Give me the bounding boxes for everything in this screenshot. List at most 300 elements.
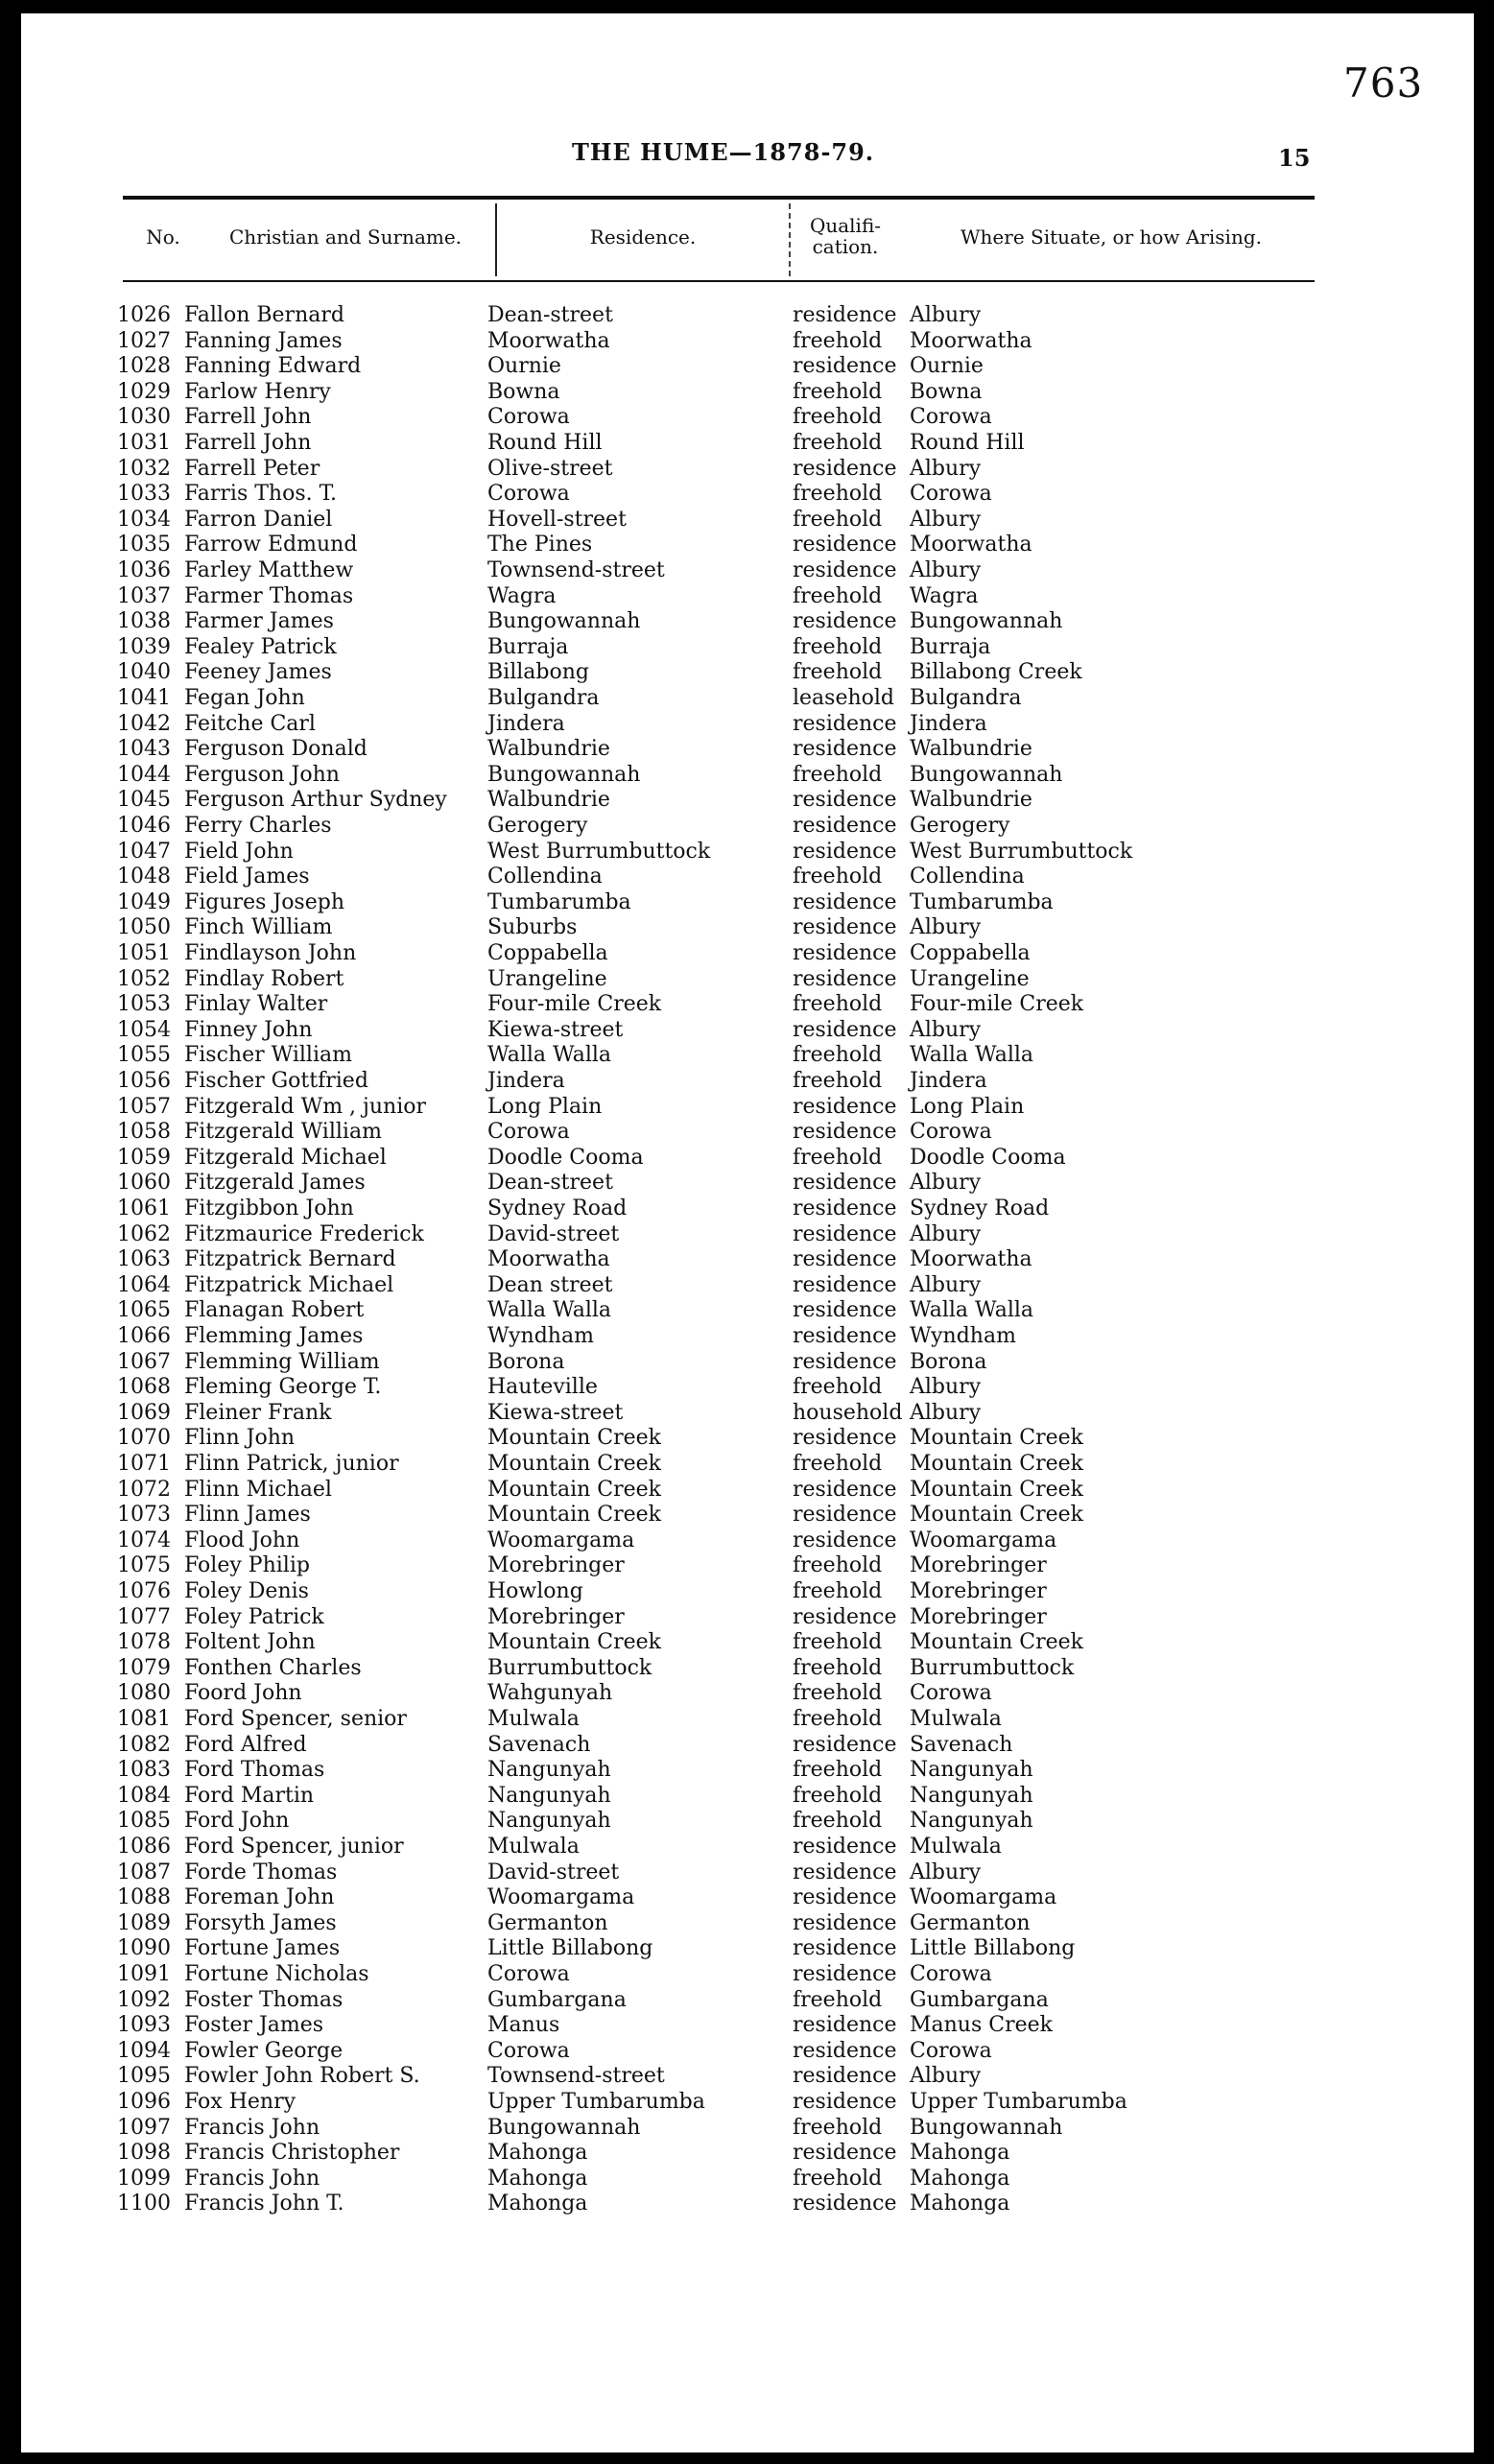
cell-name: Farron Daniel (184, 507, 333, 532)
cell-qualification: freehold (793, 865, 883, 889)
cell-name: Findlayson John (184, 941, 357, 965)
cell-residence: Morebringer (487, 1553, 625, 1578)
cell-where: Germanton (910, 1910, 1031, 1935)
cell-name: Foreman John (184, 1885, 335, 1910)
cell-where: Mulwala (910, 1707, 1002, 1731)
cell-where: Albury (910, 1272, 982, 1297)
table-row (0, 1222, 1494, 1248)
cell-residence: Mountain Creek (487, 1452, 661, 1476)
cell-no: 1058 (117, 1120, 171, 1145)
cell-qualification: freehold (793, 1987, 883, 2012)
cell-where: Gerogery (910, 814, 1010, 838)
cell-residence: Corowa (487, 405, 570, 430)
cell-where: Borona (910, 1349, 987, 1374)
cell-residence: Gumbargana (487, 1987, 627, 2012)
cell-no: 1091 (117, 1962, 171, 1986)
cell-no: 1061 (117, 1196, 171, 1220)
cell-name: Fanning James (184, 328, 343, 353)
cell-no: 1034 (117, 507, 171, 532)
cell-name: Francis John (184, 2115, 320, 2140)
cell-qualification: residence (793, 1835, 897, 1859)
cell-no: 1048 (117, 865, 171, 889)
cell-where: Sydney Road (910, 1196, 1050, 1220)
cell-no: 1064 (117, 1272, 171, 1297)
cell-residence: Townsend-street (487, 558, 665, 582)
cell-no: 1063 (117, 1247, 171, 1272)
header-name: Christian and Surname. (228, 225, 462, 249)
cell-where: Walla Walla (910, 1298, 1034, 1323)
cell-residence: Corowa (487, 1962, 570, 1986)
cell-no: 1044 (117, 762, 171, 787)
cell-residence: Moorwatha (487, 1247, 610, 1272)
cell-where: Walbundrie (910, 737, 1032, 762)
table-row (0, 354, 1494, 380)
table-row (0, 1681, 1494, 1707)
cell-qualification: freehold (793, 992, 883, 1017)
table-row (0, 1835, 1494, 1860)
cell-residence: Upper Tumbarumba (487, 2090, 705, 2114)
cell-residence: Mountain Creek (487, 1426, 661, 1451)
table-row (0, 890, 1494, 916)
cell-no: 1079 (117, 1655, 171, 1680)
cell-where: Bungowannah (910, 2115, 1063, 2140)
cell-qualification: residence (793, 1196, 897, 1220)
cell-residence: Mountain Creek (487, 1503, 661, 1528)
table-row (0, 1758, 1494, 1784)
cell-where: Coppabella (910, 941, 1031, 965)
cell-where: Corowa (910, 405, 992, 430)
cell-qualification: freehold (793, 1707, 883, 1731)
cell-where: Savenach (910, 1732, 1013, 1757)
cell-name: Fanning Edward (184, 354, 362, 379)
table-row (0, 1043, 1494, 1069)
table-row (0, 1247, 1494, 1273)
cell-name: Feitche Carl (184, 711, 316, 736)
cell-name: Fitzpatrick Michael (184, 1272, 394, 1297)
cell-qualification: residence (793, 1860, 897, 1884)
table-row (0, 1911, 1494, 1937)
cell-residence: Walla Walla (487, 1298, 612, 1323)
column-divider-name-residence (495, 203, 497, 276)
cell-no: 1068 (117, 1375, 171, 1400)
cell-residence: Hovell-street (487, 507, 627, 532)
cell-where: Manus Creek (910, 2013, 1053, 2038)
cell-name: Fleiner Frank (184, 1400, 332, 1425)
cell-name: Ford Spencer, senior (184, 1707, 407, 1731)
cell-residence: Kiewa-street (487, 1400, 624, 1425)
cell-qualification: residence (793, 1221, 897, 1246)
cell-no: 1049 (117, 889, 171, 914)
table-row (0, 2192, 1494, 2217)
cell-residence: David-street (487, 1221, 620, 1246)
cell-name: Foltent John (184, 1630, 316, 1655)
table-row (0, 1936, 1494, 1962)
table-row (0, 1707, 1494, 1733)
cell-name: Farrow Edmund (184, 533, 358, 557)
cell-where: Four-mile Creek (910, 992, 1084, 1017)
cell-where: Albury (910, 1171, 982, 1196)
cell-name: Finney John (184, 1017, 313, 1042)
table-row (0, 967, 1494, 993)
cell-name: Fealey Patrick (184, 634, 337, 659)
cell-name: Flinn Michael (184, 1477, 332, 1502)
cell-name: Fitzgerald James (184, 1171, 366, 1196)
cell-no: 1083 (117, 1758, 171, 1783)
cell-where: Mountain Creek (910, 1503, 1083, 1528)
table-row (0, 1426, 1494, 1452)
cell-residence: Manus (487, 2013, 560, 2038)
table-row (0, 737, 1494, 763)
running-title: THE HUME—1878-79. (572, 138, 875, 166)
cell-qualification: residence (793, 1604, 897, 1629)
cell-qualification: residence (793, 1503, 897, 1528)
table-row (0, 2116, 1494, 2142)
cell-residence: Morebringer (487, 1604, 625, 1629)
cell-where: Wyndham (910, 1324, 1016, 1348)
cell-residence: David-street (487, 1860, 620, 1884)
cell-qualification: freehold (793, 1630, 883, 1655)
cell-name: Fowler George (184, 2038, 344, 2063)
cell-name: Ferguson Donald (184, 737, 368, 762)
cell-qualification: residence (793, 1094, 897, 1119)
table-row (0, 686, 1494, 712)
cell-residence: Walbundrie (487, 737, 610, 762)
cell-name: Finch William (184, 915, 333, 940)
table-row (0, 941, 1494, 967)
cell-where: Urangeline (910, 966, 1030, 991)
table-row (0, 660, 1494, 686)
cell-qualification: residence (793, 1910, 897, 1935)
cell-name: Finlay Walter (184, 992, 328, 1017)
cell-where: Ournie (910, 354, 984, 379)
cell-no: 1059 (117, 1145, 171, 1170)
cell-where: Jindera (910, 711, 987, 736)
cell-qualification: leasehold (793, 686, 895, 710)
cell-residence: Walla Walla (487, 1043, 612, 1068)
cell-residence: Wagra (487, 583, 557, 608)
cell-where: Corowa (910, 1962, 992, 1986)
cell-residence: Bungowannah (487, 762, 641, 787)
cell-no: 1035 (117, 533, 171, 557)
cell-name: Foley Philip (184, 1553, 310, 1578)
cell-qualification: residence (793, 1120, 897, 1145)
cell-residence: Mulwala (487, 1835, 580, 1859)
cell-no: 1072 (117, 1477, 171, 1502)
cell-no: 1038 (117, 609, 171, 634)
cell-where: Little Billabong (910, 1936, 1076, 1961)
cell-qualification: residence (793, 2192, 897, 2216)
cell-no: 1036 (117, 558, 171, 582)
cell-qualification: freehold (793, 328, 883, 353)
cell-where: Albury (910, 507, 982, 532)
cell-no: 1074 (117, 1528, 171, 1552)
column-divider-residence-qualification (789, 203, 791, 276)
cell-qualification: residence (793, 1528, 897, 1552)
cell-no: 1096 (117, 2090, 171, 2114)
cell-qualification: residence (793, 1962, 897, 1986)
cell-name: Fortune James (184, 1936, 341, 1961)
cell-qualification: residence (793, 1247, 897, 1272)
table-row (0, 405, 1494, 431)
cell-where: Moorwatha (910, 533, 1032, 557)
cell-name: Ford Martin (184, 1783, 315, 1808)
cell-name: Fallon Bernard (184, 303, 344, 327)
cell-qualification: household (793, 1400, 903, 1425)
cell-where: Albury (910, 558, 982, 582)
cell-name: Fischer William (184, 1043, 352, 1068)
cell-name: Foord John (184, 1681, 302, 1706)
cell-where: Tumbarumba (910, 889, 1054, 914)
cell-no: 1042 (117, 711, 171, 736)
cell-qualification: residence (793, 1885, 897, 1910)
cell-residence: Savenach (487, 1732, 591, 1757)
cell-residence: Bulgandra (487, 686, 600, 710)
cell-residence: Nangunyah (487, 1758, 611, 1783)
cell-residence: Kiewa-street (487, 1017, 624, 1042)
cell-where: Mountain Creek (910, 1630, 1083, 1655)
cell-residence: Nangunyah (487, 1783, 611, 1808)
table-row (0, 1196, 1494, 1222)
table-row (0, 2039, 1494, 2065)
cell-where: Jindera (910, 1069, 987, 1093)
cell-qualification: residence (793, 1272, 897, 1297)
cell-qualification: freehold (793, 507, 883, 532)
cell-where: Corowa (910, 2038, 992, 2063)
table-row (0, 1120, 1494, 1146)
table-row (0, 1401, 1494, 1427)
cell-residence: Burrumbuttock (487, 1655, 652, 1680)
cell-no: 1043 (117, 737, 171, 762)
cell-where: Walbundrie (910, 788, 1032, 813)
table-row (0, 763, 1494, 789)
cell-name: Flemming James (184, 1324, 364, 1348)
cell-no: 1037 (117, 583, 171, 608)
cell-no: 1095 (117, 2064, 171, 2089)
cell-name: Ferguson John (184, 762, 340, 787)
cell-name: Francis John (184, 2166, 320, 2191)
cell-where: Albury (910, 1375, 982, 1400)
header-residence: Residence. (589, 225, 697, 249)
cell-qualification: residence (793, 1477, 897, 1502)
cell-residence: The Pines (487, 533, 593, 557)
cell-qualification: residence (793, 1298, 897, 1323)
cell-qualification: freehold (793, 1809, 883, 1834)
cell-residence: Townsend-street (487, 2064, 665, 2089)
cell-name: Findlay Robert (184, 966, 344, 991)
cell-name: Farmer James (184, 609, 334, 634)
cell-name: Farley Matthew (184, 558, 354, 582)
cell-where: Doodle Cooma (910, 1145, 1066, 1170)
cell-residence: Moorwatha (487, 328, 610, 353)
cell-where: Corowa (910, 1120, 992, 1145)
table-row (0, 1809, 1494, 1835)
cell-qualification: freehold (793, 660, 883, 685)
cell-no: 1099 (117, 2166, 171, 2191)
cell-name: Flood John (184, 1528, 300, 1552)
cell-name: Feeney James (184, 660, 332, 685)
cell-residence: Gerogery (487, 814, 588, 838)
cell-name: Flanagan Robert (184, 1298, 365, 1323)
table-row (0, 1860, 1494, 1886)
table-row (0, 482, 1494, 508)
cell-no: 1094 (117, 2038, 171, 2063)
table-row (0, 1146, 1494, 1172)
cell-qualification: residence (793, 354, 897, 379)
cell-no: 1085 (117, 1809, 171, 1834)
cell-where: Bulgandra (910, 686, 1022, 710)
cell-qualification: residence (793, 814, 897, 838)
cell-name: Fowler John Robert S. (184, 2064, 420, 2089)
cell-qualification: residence (793, 941, 897, 965)
cell-where: Bungowannah (910, 609, 1063, 634)
cell-name: Farrell John (184, 405, 312, 430)
header-no: No. (146, 225, 180, 249)
cell-qualification: freehold (793, 379, 883, 404)
cell-qualification: residence (793, 1732, 897, 1757)
cell-residence: Mahonga (487, 2141, 588, 2166)
cell-no: 1039 (117, 634, 171, 659)
table-row (0, 865, 1494, 890)
cell-no: 1054 (117, 1017, 171, 1042)
scan-border-top (0, 0, 1494, 13)
cell-residence: Hauteville (487, 1375, 598, 1400)
cell-residence: Dean-street (487, 303, 613, 327)
cell-qualification: residence (793, 966, 897, 991)
cell-residence: Round Hill (487, 431, 603, 455)
cell-no: 1057 (117, 1094, 171, 1119)
cell-no: 1098 (117, 2141, 171, 2166)
cell-residence: Dean street (487, 1272, 613, 1297)
cell-residence: Doodle Cooma (487, 1145, 644, 1170)
cell-qualification: residence (793, 1349, 897, 1374)
table-row (0, 1273, 1494, 1299)
cell-residence: Bungowannah (487, 609, 641, 634)
cell-residence: Jindera (487, 1069, 565, 1093)
cell-qualification: freehold (793, 1681, 883, 1706)
cell-name: Fitzgerald Michael (184, 1145, 387, 1170)
cell-qualification: freehold (793, 405, 883, 430)
cell-where: Long Plain (910, 1094, 1025, 1119)
cell-no: 1060 (117, 1171, 171, 1196)
cell-no: 1089 (117, 1910, 171, 1935)
cell-qualification: freehold (793, 1375, 883, 1400)
table-row (0, 1579, 1494, 1605)
cell-qualification: residence (793, 303, 897, 327)
cell-name: Field John (184, 839, 294, 864)
table-row (0, 1656, 1494, 1682)
table-row (0, 1885, 1494, 1911)
cell-where: Corowa (910, 1681, 992, 1706)
cell-name: Ferry Charles (184, 814, 332, 838)
cell-qualification: freehold (793, 2166, 883, 2191)
cell-qualification: residence (793, 456, 897, 481)
table-row (0, 431, 1494, 457)
cell-name: Fitzgerald William (184, 1120, 382, 1145)
cell-where: West Burrumbuttock (910, 839, 1133, 864)
cell-residence: Ournie (487, 354, 561, 379)
table-row (0, 1018, 1494, 1044)
cell-name: Forde Thomas (184, 1860, 338, 1884)
cell-residence: Dean-street (487, 1171, 613, 1196)
cell-no: 1086 (117, 1835, 171, 1859)
cell-name: Ford Alfred (184, 1732, 307, 1757)
cell-qualification: residence (793, 788, 897, 813)
cell-no: 1052 (117, 966, 171, 991)
table-row (0, 609, 1494, 635)
cell-name: Foley Patrick (184, 1604, 324, 1629)
table-row (0, 840, 1494, 865)
cell-where: Round Hill (910, 431, 1025, 455)
cell-qualification: freehold (793, 1758, 883, 1783)
cell-residence: Jindera (487, 711, 565, 736)
cell-where: Albury (910, 1400, 982, 1425)
table-row (0, 1733, 1494, 1759)
cell-name: Fegan John (184, 686, 305, 710)
table-row (0, 1478, 1494, 1504)
cell-qualification: freehold (793, 1452, 883, 1476)
cell-no: 1073 (117, 1503, 171, 1528)
cell-where: Morebringer (910, 1579, 1047, 1603)
cell-name: Figures Joseph (184, 889, 344, 914)
cell-residence: Mountain Creek (487, 1477, 661, 1502)
cell-residence: Walbundrie (487, 788, 610, 813)
table-row (0, 1988, 1494, 2014)
cell-qualification: residence (793, 2013, 897, 2038)
cell-name: Fonthen Charles (184, 1655, 362, 1680)
table-row (0, 1452, 1494, 1478)
cell-where: Mountain Creek (910, 1452, 1083, 1476)
cell-no: 1053 (117, 992, 171, 1017)
cell-qualification: freehold (793, 1655, 883, 1680)
cell-where: Mahonga (910, 2166, 1010, 2191)
table-row (0, 1298, 1494, 1324)
cell-residence: Burraja (487, 634, 569, 659)
table-row (0, 508, 1494, 533)
cell-qualification: residence (793, 889, 897, 914)
cell-qualification: freehold (793, 634, 883, 659)
table-row (0, 992, 1494, 1018)
cell-no: 1093 (117, 2013, 171, 2038)
cell-qualification: residence (793, 1426, 897, 1451)
cell-name: Foley Denis (184, 1579, 309, 1603)
cell-where: Albury (910, 915, 982, 940)
cell-residence: Bungowannah (487, 2115, 641, 2140)
cell-where: Moorwatha (910, 328, 1032, 353)
cell-qualification: residence (793, 2141, 897, 2166)
cell-name: Flinn Patrick, junior (184, 1452, 399, 1476)
page-number: 763 (1343, 59, 1424, 107)
cell-where: Albury (910, 1221, 982, 1246)
table-row (0, 1324, 1494, 1350)
cell-no: 1031 (117, 431, 171, 455)
cell-name: Fitzmaurice Frederick (184, 1221, 424, 1246)
cell-where: Albury (910, 303, 982, 327)
cell-qualification: freehold (793, 2115, 883, 2140)
cell-qualification: residence (793, 558, 897, 582)
cell-where: Morebringer (910, 1604, 1047, 1629)
cell-residence: Mulwala (487, 1707, 580, 1731)
table-row (0, 1962, 1494, 1988)
cell-name: Fischer Gottfried (184, 1069, 368, 1093)
table-row (0, 558, 1494, 584)
cell-name: Francis John T. (184, 2192, 344, 2216)
cell-residence: Corowa (487, 2038, 570, 2063)
table-row (0, 2167, 1494, 2192)
cell-where: Upper Tumbarumba (910, 2090, 1127, 2114)
cell-residence: Bowna (487, 379, 560, 404)
table-row (0, 329, 1494, 355)
cell-no: 1076 (117, 1579, 171, 1603)
